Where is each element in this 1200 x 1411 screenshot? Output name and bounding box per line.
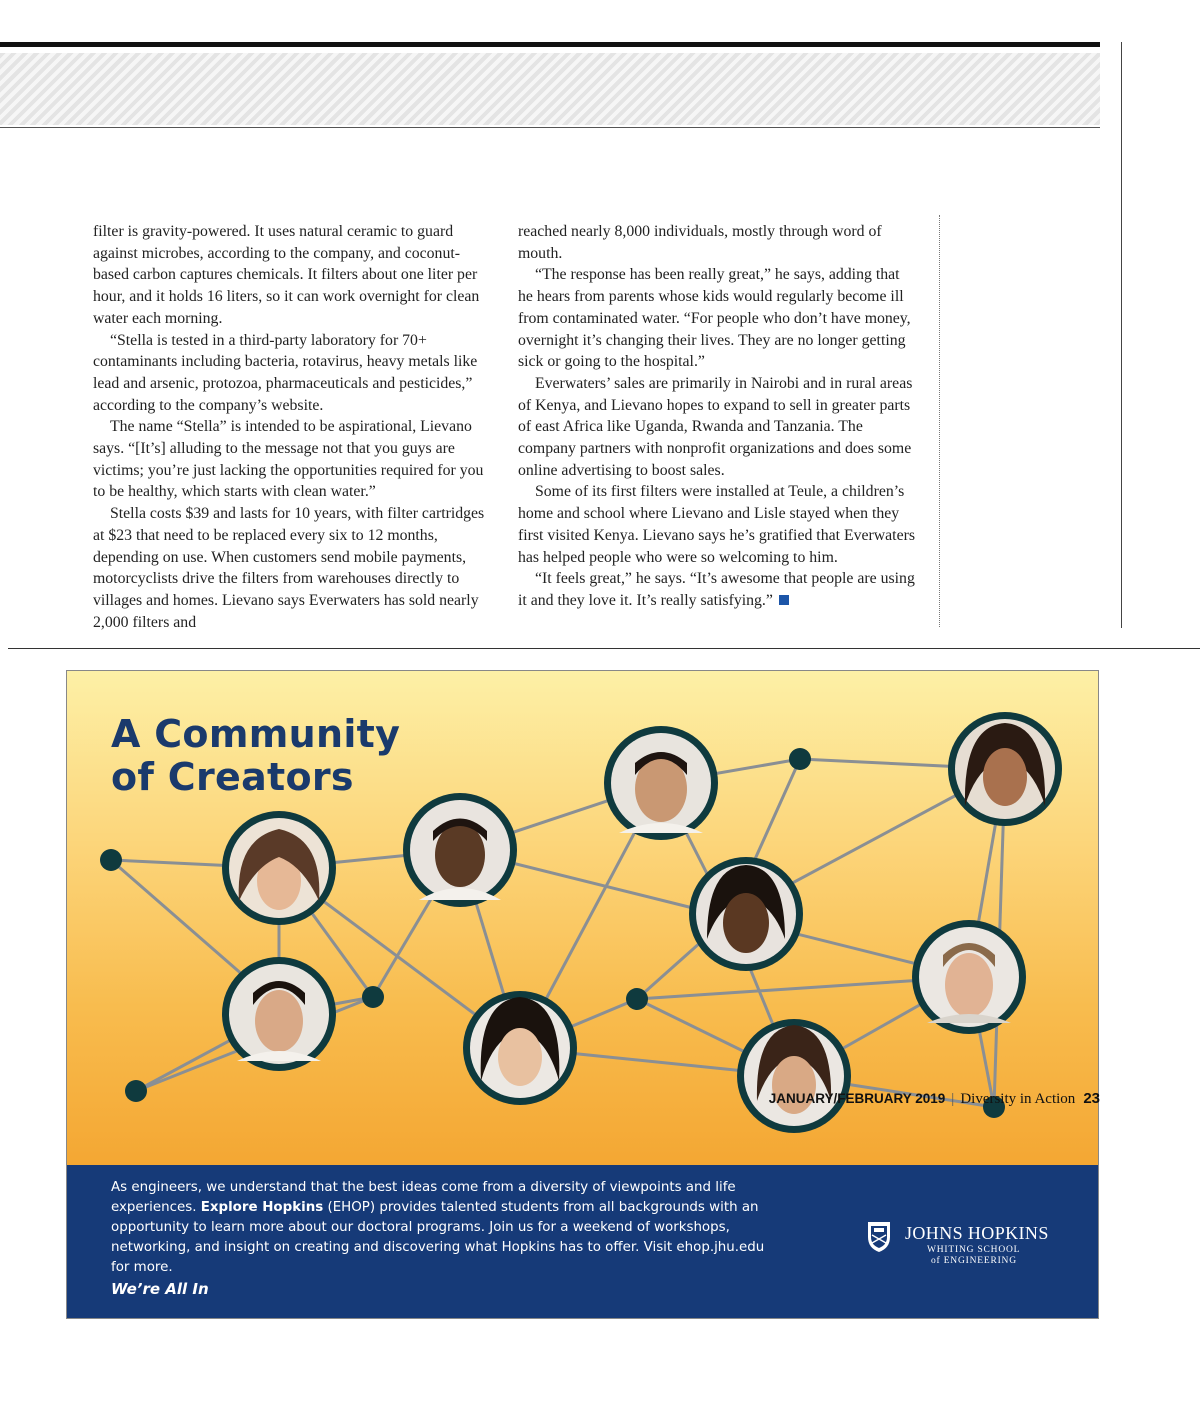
portrait-avatar (222, 957, 336, 1071)
footer-divider: | (951, 1091, 955, 1107)
paragraph: The name “Stella” is intended to be aspirational, Lievano says. “[It’s] alluding to the message not that you guys are victims; you’re just lacking the opportunities required for you to be healthy, which starts with clean water.” (93, 418, 484, 501)
portrait-avatar (463, 991, 577, 1105)
jhu-logo (867, 1221, 1057, 1266)
ad-tagline: We’re All In (111, 1280, 209, 1298)
article-column-2 (518, 221, 918, 612)
portrait-avatar (948, 712, 1062, 826)
ad-headline (111, 713, 400, 799)
paragraph: Some of its first filters were installed at Teule, a children’s home and school where Lievano and Lisle stayed when they first visited Kenya. Lievano says he’s gratified that Everwaters has helped people who were so welcoming to him. (518, 483, 915, 566)
page-footer (769, 1090, 1100, 1108)
article-column-1 (93, 221, 493, 633)
paragraph-final (518, 568, 918, 611)
magazine-name: Diversity in Action (960, 1091, 1076, 1107)
ad-separator-rule (8, 648, 1200, 649)
portrait-avatar (912, 920, 1026, 1034)
ad-body-text (111, 1178, 771, 1278)
portrait-avatar (604, 726, 718, 840)
header-hatch-rule (0, 127, 1100, 128)
advertisement (66, 670, 1099, 1319)
paragraph: “Stella is tested in a third-party laboratory for 70+ contaminants including bacteria, rotavirus, heavy metals like lead and arsenic, protozoa, pharmaceuticals and pesticides,” according to the company’s website. (93, 331, 478, 414)
ad-body-bold: Explore Hopkins (200, 1200, 324, 1215)
portrait-avatar (403, 793, 517, 907)
header-hatch-band (0, 53, 1100, 125)
ad-info-band (67, 1165, 1098, 1319)
portrait-avatar (737, 1019, 851, 1133)
jhu-logo-name: JOHNS HOPKINS (905, 1223, 1049, 1243)
ad-body-part: (EHOP) provides talented students from all backgrounds with an opportunity to learn more about our doctoral programs. Join us for a weekend of workshops, networking, and insight on creating and discovering what Hopkins has to offer. Visit ehop.jhu.edu for more. (111, 1200, 765, 1275)
shield-icon (867, 1221, 891, 1253)
top-rule (0, 42, 1100, 47)
ad-headline-line1: A Community (111, 712, 401, 756)
paragraph: filter is gravity-powered. It uses natural ceramic to guard against microbes, according to the company, and coconut-based carbon captures chemicals. It filters about one liter per hour, and it holds 16 liters, so it can work overnight for clean water each morning. (93, 223, 480, 327)
paragraph: Everwaters’ sales are primarily in Nairobi and in rural areas of Kenya, and Lievano hopes to expand to sell in greater parts of east Africa like Uganda, Rwanda and Tanzania. The company partners with nonprofit organizations and does some online advertising to boost sales. (518, 374, 913, 479)
issue-date: JANUARY/FEBRUARY 2019 (768, 1091, 946, 1106)
paragraph: “The response has been really great,” he says, adding that he hears from parents whose kids would regularly become ill from contaminated water. “For people who don’t have money, overnight it’s changing their lives. They are no longer getting sick or going to the hospital.” (518, 266, 911, 371)
ad-headline-line2: of Creators (111, 755, 354, 799)
paragraph-text: “It feels great,” he says. “It’s awesome that people are using it and they love it. It’s really satisfying.” (518, 570, 915, 609)
portrait-avatar (689, 857, 803, 971)
paragraph: reached nearly 8,000 individuals, mostly through word of mouth. (518, 223, 882, 262)
end-mark-icon (779, 595, 789, 605)
jhu-logo-sub2: of ENGINEERING (931, 1256, 1017, 1266)
page-number: 23 (1083, 1090, 1100, 1107)
column-dotted-rule (939, 215, 940, 627)
margin-rule (1121, 42, 1122, 628)
ad-body-part: As engineers, we understand that the best ideas come from a diversity of viewpoints and life experiences. (111, 1180, 736, 1215)
jhu-logo-sub1: WHITING SCHOOL (927, 1245, 1021, 1255)
paragraph: Stella costs $39 and lasts for 10 years, with filter cartridges at $23 that need to be replaced every six to 12 months, depending on use. When customers send mobile payments, motorcyclists drive the filters from warehouses directly to villages and homes. Lievano says Everwaters has sold nearly 2,000 filters and (93, 505, 485, 631)
portrait-avatar (222, 811, 336, 925)
